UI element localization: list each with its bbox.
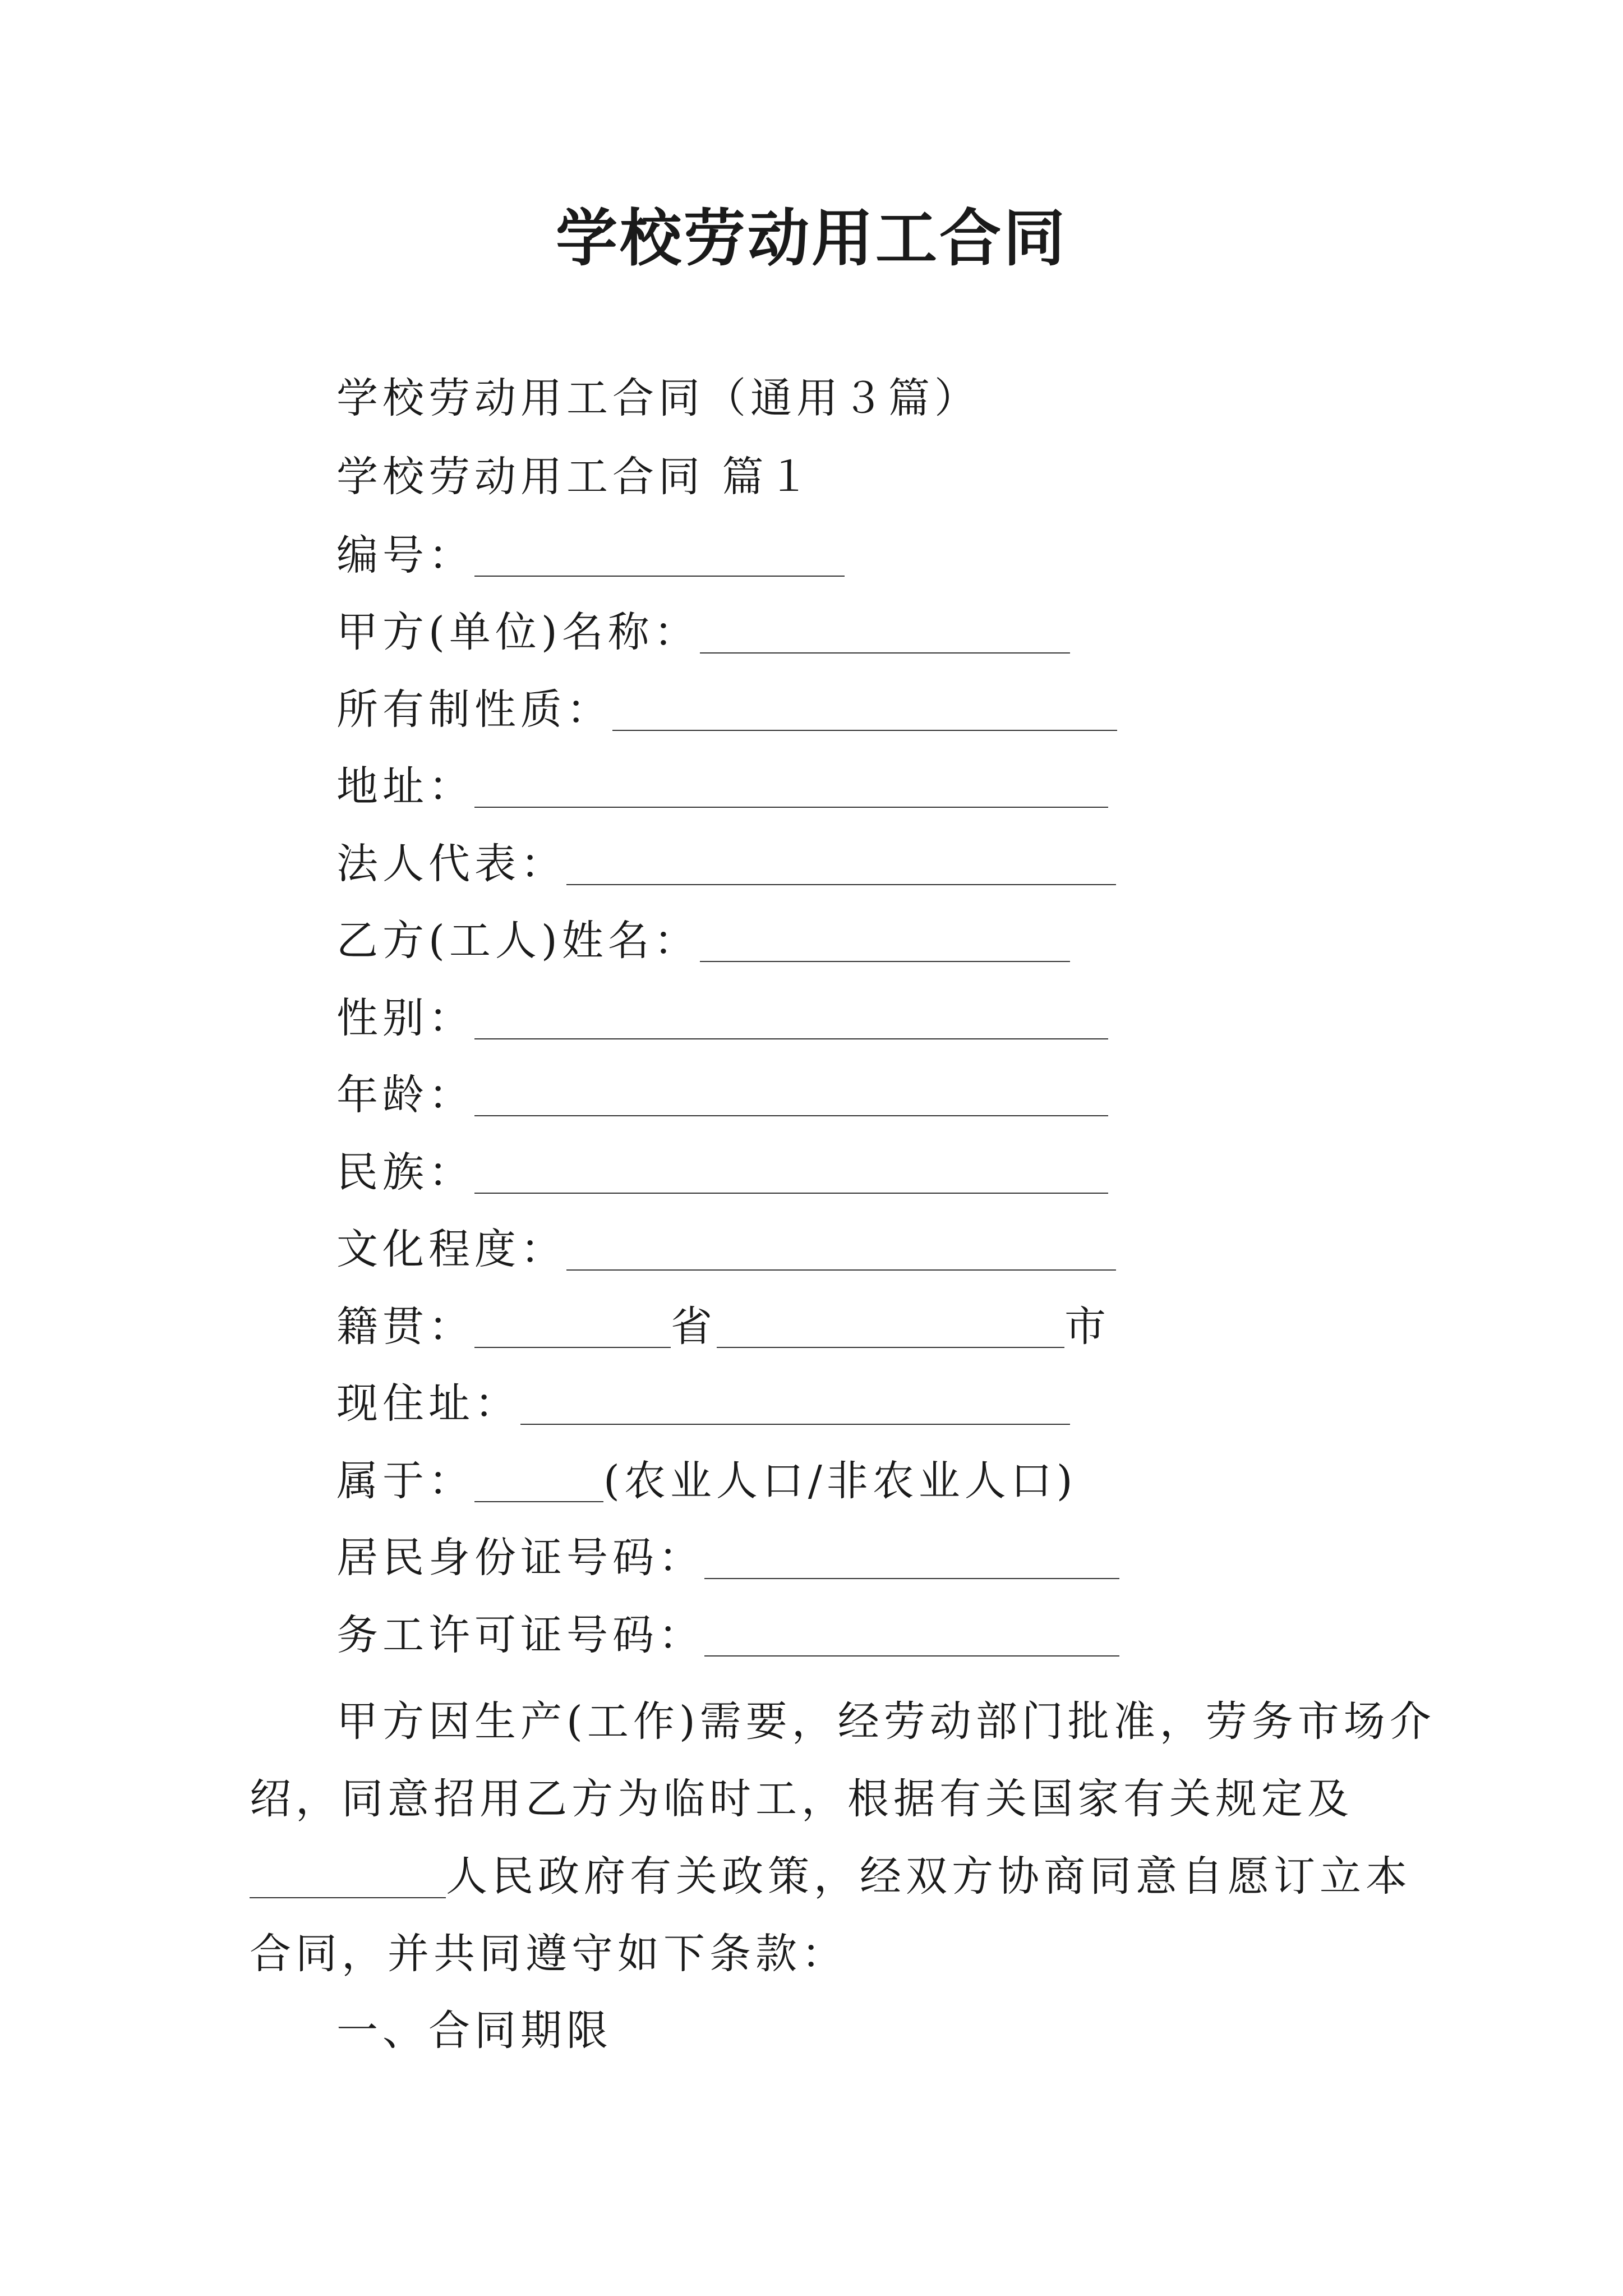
field-label: 性别： <box>336 994 474 1042</box>
blank-line <box>520 1384 1070 1425</box>
field-worker-name <box>336 913 1070 969</box>
field-label: 籍贯： <box>336 1303 474 1351</box>
blank-line <box>474 536 845 577</box>
field-gender <box>336 990 1108 1046</box>
field-label: 民族： <box>336 1148 474 1197</box>
blank-line <box>566 1230 1116 1271</box>
section-heading: 学校劳动用工合同 篇１ <box>336 453 814 501</box>
blank-line <box>474 1462 603 1502</box>
city-label: 市 <box>1064 1303 1110 1351</box>
blank-line <box>704 1616 1119 1657</box>
field-number <box>336 527 845 583</box>
field-age <box>336 1067 1108 1123</box>
field-address <box>336 758 1108 815</box>
field-label: 所有制性质： <box>336 685 612 734</box>
blank-line <box>250 1858 446 1898</box>
household-options: (农业人口/非农业人口) <box>603 1457 1077 1505</box>
blank-line <box>474 999 1108 1039</box>
province-label: 省 <box>671 1303 717 1351</box>
field-education <box>336 1221 1116 1277</box>
blank-line <box>700 613 1070 654</box>
blank-line <box>612 691 1117 731</box>
document-subtitle: 学校劳动用工合同（通用３篇） <box>336 374 980 422</box>
field-employer-name <box>336 604 1070 660</box>
field-ethnicity <box>336 1144 1108 1200</box>
field-native-place <box>336 1299 1110 1355</box>
field-household-type <box>336 1453 1077 1509</box>
field-label: 现住址： <box>336 1379 520 1428</box>
field-label: 务工许可证号码： <box>336 1611 704 1659</box>
field-ownership <box>336 682 1117 738</box>
field-label: 居民身份证号码： <box>336 1534 704 1582</box>
blank-line <box>474 1153 1108 1194</box>
field-label: 属于： <box>336 1457 474 1505</box>
paragraph-line: 绍，同意招用乙方为临时工，根据有关国家有关规定及 <box>250 1775 1353 1823</box>
field-work-permit <box>336 1607 1119 1663</box>
field-label: 地址： <box>336 762 474 811</box>
blank-line <box>704 1539 1119 1579</box>
field-current-address <box>336 1375 1070 1432</box>
document-title: 学校劳动用工合同 <box>556 203 1067 274</box>
field-label: 文化程度： <box>336 1225 566 1273</box>
field-label: 甲方(单位)名称： <box>336 608 700 656</box>
blank-line <box>566 845 1116 885</box>
field-label: 法人代表： <box>336 840 566 888</box>
field-label: 乙方(工人)姓名： <box>336 917 700 965</box>
blank-line <box>474 1308 671 1348</box>
field-id-number <box>336 1530 1119 1586</box>
field-label: 年龄： <box>336 1071 474 1119</box>
blank-line <box>700 922 1070 962</box>
paragraph-line: 合同，并共同遵守如下条款： <box>250 1930 847 1978</box>
blank-line <box>474 1076 1108 1116</box>
blank-line <box>474 767 1108 808</box>
field-label: 编号： <box>336 531 474 579</box>
field-legal-representative <box>336 836 1116 892</box>
intro-paragraph <box>250 1683 1436 1993</box>
clause-heading: 一、合同期限 <box>336 2007 612 2055</box>
paragraph-line: 人民政府有关政策，经双方协商同意自愿订立本 <box>250 1838 1436 1915</box>
paragraph-line: 甲方因生产(工作)需要，经劳动部门批准，劳务市场介 <box>336 1697 1436 1746</box>
blank-line <box>717 1308 1064 1348</box>
